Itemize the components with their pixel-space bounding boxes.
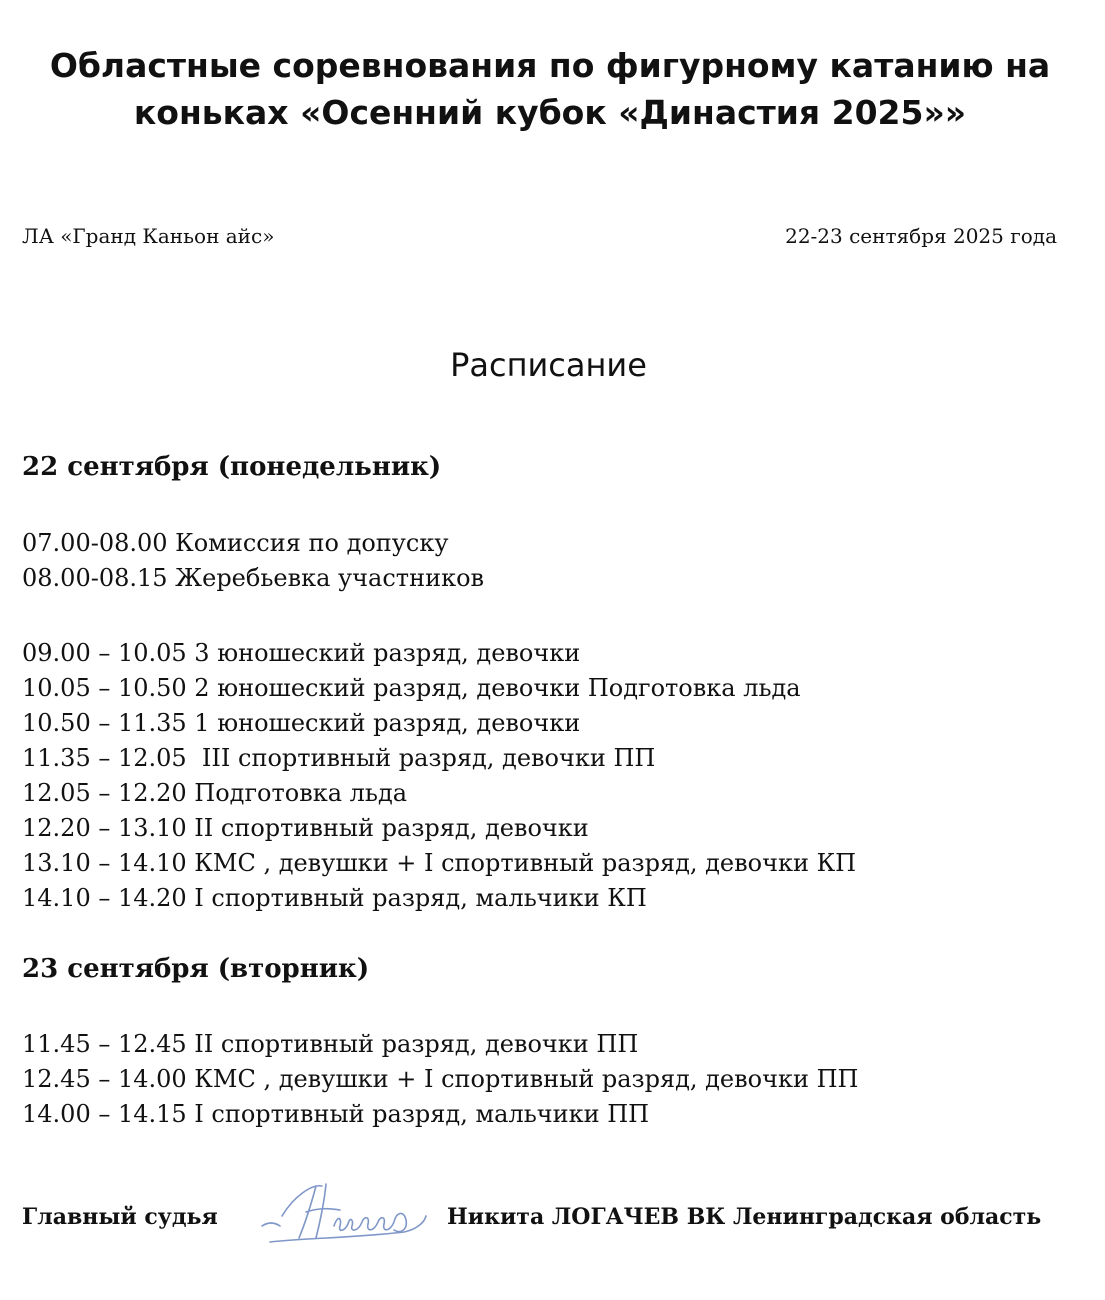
signature-footer <box>22 1176 1102 1256</box>
title-line-1: Областные соревнования по фигурному катанию на <box>49 46 1051 85</box>
schedule-line: 07.00-08.00 Комиссия по допуску <box>22 529 449 557</box>
schedule-line: 14.10 – 14.20 I спортивный разряд, мальчики КП <box>22 884 647 912</box>
day2-title: 23 сентября (вторник) <box>22 954 370 984</box>
schedule-line: 12.05 – 12.20 Подготовка льда <box>22 779 408 807</box>
venue: ЛА «Гранд Каньон айс» <box>22 224 275 248</box>
document-title <box>0 42 1100 136</box>
schedule-line: 12.45 – 14.00 КМС , девушки + I спортивный разряд, девочки ПП <box>22 1065 859 1093</box>
schedule-line: 10.05 – 10.50 2 юношеский разряд, девочки Подготовка льда <box>22 674 801 702</box>
schedule-line: 11.35 – 12.05 III спортивный разряд, девочки ПП <box>22 744 656 772</box>
chief-judge-name: Никита ЛОГАЧЕВ ВК Ленинградская область <box>447 1204 1042 1230</box>
day2-block1 <box>22 1027 858 1132</box>
title-line-2: коньках «Осенний кубок «Династия 2025»» <box>133 93 967 132</box>
schedule-line: 11.45 – 12.45 II спортивный разряд, девочки ПП <box>22 1030 639 1058</box>
schedule-line: 12.20 – 13.10 II спортивный разряд, девочки <box>22 814 589 842</box>
day1-block2 <box>22 636 856 916</box>
schedule-line: 14.00 – 14.15 I спортивный разряд, мальчики ПП <box>22 1100 650 1128</box>
schedule-line: 08.00-08.15 Жеребьевка участников <box>22 564 485 592</box>
signature-image <box>254 1176 434 1256</box>
schedule-line: 10.50 – 11.35 1 юношеский разряд, девочки <box>22 709 581 737</box>
schedule-line: 09.00 – 10.05 3 юношеский разряд, девочки <box>22 639 581 667</box>
day1-block1 <box>22 526 484 596</box>
chief-judge-label: Главный судья <box>22 1204 218 1230</box>
schedule-line: 13.10 – 14.10 КМС , девушки + I спортивный разряд, девочки КП <box>22 849 857 877</box>
competition-dates: 22-23 сентября 2025 года <box>785 224 1057 248</box>
schedule-heading: Расписание <box>450 346 647 384</box>
day1-title: 22 сентября (понедельник) <box>22 452 442 482</box>
